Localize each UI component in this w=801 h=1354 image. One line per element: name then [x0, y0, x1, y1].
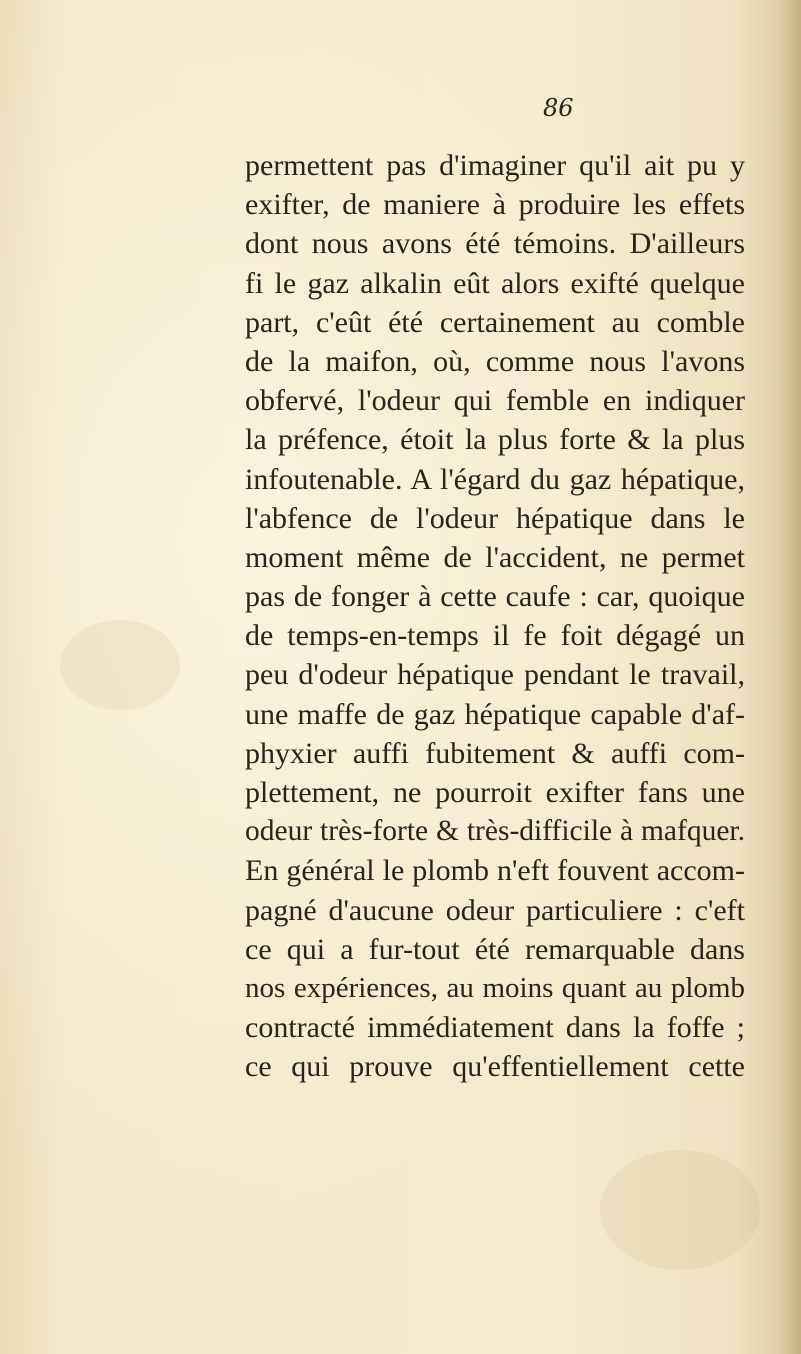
text-line: plettement, ne pourroit exifter fans une: [245, 776, 745, 809]
text-line: l'abfence de l'odeur hépatique dans le: [245, 501, 745, 535]
text-line: dont nous avons été témoins. D'ailleurs: [245, 227, 745, 261]
paper-stain: [60, 620, 180, 710]
text-line: part, c'eût été certainement au comble: [245, 305, 745, 339]
text-line: odeur très-forte & très-difficile à mafquer.: [245, 815, 745, 848]
text-line: obfervé, l'odeur qui femble en indiquer: [245, 384, 745, 418]
text-line: infoutenable. A l'égard du gaz hépatique,: [245, 462, 745, 496]
text-line: phyxier auffi fubitement & auffi com-: [245, 736, 745, 770]
text-line: En général le plomb n'eft fouvent accom-: [245, 854, 745, 888]
text-line: ce qui prouve qu'effentiellement cette: [245, 1050, 745, 1084]
page-number: 86: [543, 94, 574, 122]
page-edge-shadow: [779, 0, 801, 1354]
text-line: pas de fonger à cette caufe : car, quoique: [245, 580, 745, 614]
text-line: pagné d'aucune odeur particuliere : c'eft: [245, 893, 745, 927]
text-line: contracté immédiatement dans la foffe ;: [245, 1011, 745, 1045]
paper-stain: [600, 1150, 760, 1270]
text-line: une maffe de gaz hépatique capable d'af-: [245, 697, 745, 731]
text-line: ce qui a fur-tout été remarquable dans: [245, 932, 745, 966]
text-line: exifter, de maniere à produire les effets: [245, 188, 745, 222]
text-line: permettent pas d'imaginer qu'il ait pu y: [245, 149, 745, 182]
text-line: de temps-en-temps il fe foit dégagé un: [245, 619, 745, 653]
text-line: de la maifon, où, comme nous l'avons: [245, 344, 745, 378]
text-line: fi le gaz alkalin eût alors exifté quelque: [245, 266, 745, 300]
text-line: la préfence, étoit la plus forte & la plus: [245, 423, 745, 457]
text-line: moment même de l'accident, ne permet: [245, 540, 745, 574]
body-text: [245, 146, 745, 1087]
text-line: nos expériences, au moins quant au plomb: [245, 971, 745, 1004]
text-line: peu d'odeur hépatique pendant le travail,: [245, 658, 745, 692]
